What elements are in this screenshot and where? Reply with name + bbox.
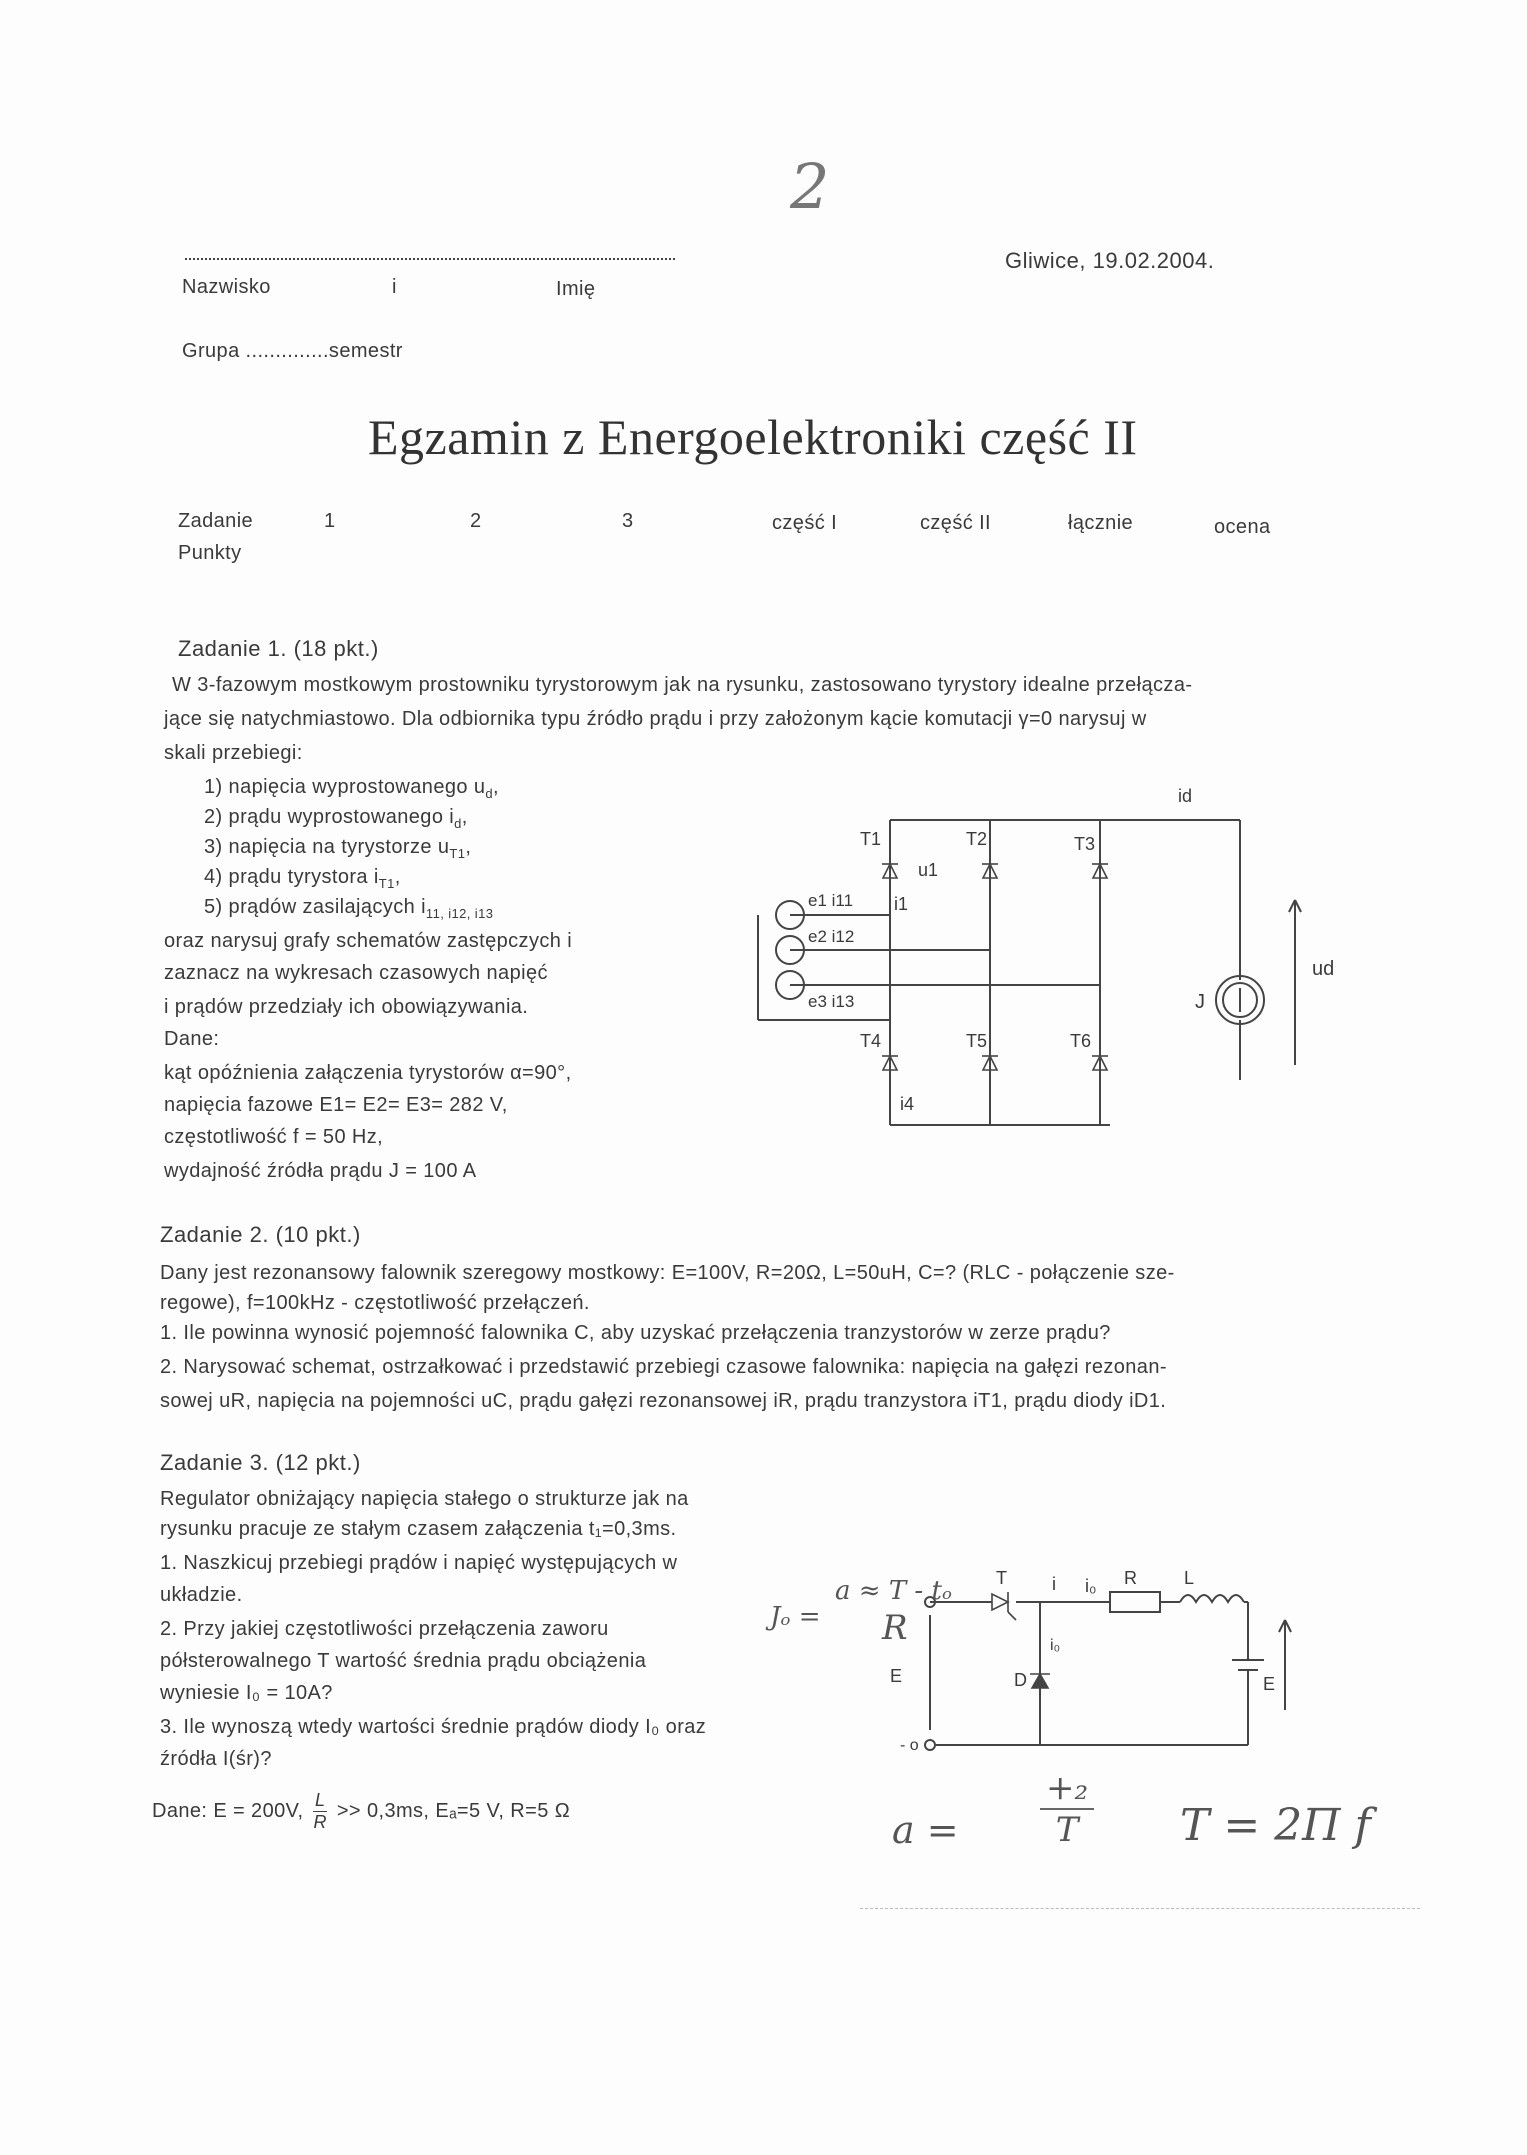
- id-label: id: [1178, 786, 1193, 806]
- task1-data-line: kąt opóźnienia załączenia tyrystorów α=90°,: [164, 1062, 572, 1084]
- task1-data-line: wydajność źródła prądu J = 100 A: [164, 1160, 477, 1182]
- task2-line-5: sowej uR, napięcia na pojemności uC, prądu gałęzi rezonansowej iR, prądu tranzystora iT1, prądu diody iD1.: [160, 1390, 1167, 1412]
- task1-item: 2) prądu wyprostowanego $i_d$,: [204, 806, 468, 831]
- handwritten-fraction: +₂ T: [1040, 1768, 1094, 1850]
- firstname-label: Imię: [556, 278, 596, 300]
- and-label: i: [392, 276, 397, 298]
- t-label: T: [996, 1568, 1007, 1588]
- thyristor-bridge-diagram: [740, 780, 1360, 1140]
- name-label: Nazwisko: [182, 276, 271, 298]
- d-label: D: [1014, 1670, 1027, 1690]
- t6-label: T6: [1070, 1031, 1092, 1051]
- score-col-grade: ocena: [1214, 516, 1271, 538]
- scan-line: [860, 1908, 1420, 1909]
- task1-data-line: częstotliwość f = 50 Hz,: [164, 1126, 384, 1148]
- t5-label: T5: [966, 1031, 988, 1051]
- task3-item: źródła I(śr)?: [160, 1748, 272, 1770]
- task1-item: 1) napięcia wyprostowanego $u_d$,: [204, 776, 499, 801]
- t1-label: T1: [860, 829, 882, 849]
- score-col-3: 3: [622, 510, 634, 532]
- t3-label: T3: [1074, 834, 1096, 854]
- ut1-label: u1: [918, 860, 939, 880]
- task3-heading: Zadanie 3. (12 pkt.): [160, 1450, 361, 1475]
- task3-item: wyniesie I₀ = 10A?: [160, 1682, 333, 1704]
- task3-item: układzie.: [160, 1584, 243, 1606]
- task1-data-label: Dane:: [164, 1028, 220, 1050]
- task2-line-1: Dany jest rezonansowy falownik szeregowy mostkowy: E=100V, R=20Ω, L=50uH, C=? (RLC - połączenie sze-: [160, 1262, 1175, 1284]
- score-col-1: 1: [324, 510, 336, 532]
- task1-heading: Zadanie 1. (18 pkt.): [178, 636, 379, 661]
- e2-label: e2 i12: [808, 927, 855, 946]
- score-col-2: 2: [470, 510, 482, 532]
- place-date: Gliwice, 19.02.2004.: [1005, 248, 1215, 273]
- score-col-total: łącznie: [1068, 512, 1134, 534]
- task1-intro-line-3: skali przebiegi:: [164, 742, 303, 764]
- task1-item: 5) prądów zasilających $i_{11, i12, i13}$: [204, 896, 494, 921]
- task3-given-data: Dane: E = 200V, $\frac{L}{R}$ >> 0,3ms, Eₐ=5 V, R=5 Ω: [152, 1790, 571, 1832]
- t4-label: T4: [860, 1031, 882, 1051]
- task1-item: 3) napięcia na tyrystorze $u_{T1}$,: [204, 836, 472, 861]
- task2-line-2: regowe), f=100kHz - częstotliwość przełączeń.: [160, 1292, 590, 1314]
- e3-label: e3 i13: [808, 992, 855, 1011]
- task2-line-4: 2. Narysować schemat, ostrzałkować i przedstawić przebiegi czasowe falownika: napięcia na gałęzi rezonan-: [160, 1356, 1167, 1378]
- e-load-label: E: [1263, 1674, 1276, 1694]
- task3-line-1: Regulator obniżający napięcia stałego o strukturze jak na: [160, 1488, 689, 1510]
- task1-data-line: napięcia fazowe E1= E2= E3= 282 V,: [164, 1094, 508, 1116]
- score-col-part1: część I: [772, 512, 838, 534]
- i4-label: i4: [900, 1094, 915, 1114]
- group-semester-line: Grupa ..............semestr: [182, 340, 403, 362]
- l-label: L: [1184, 1568, 1195, 1588]
- score-row-task-label: Zadanie: [178, 510, 254, 532]
- exam-title: Egzamin z Energoelektroniki część II: [368, 409, 1138, 465]
- handwritten-t-formula: T = 2Π f: [1180, 1800, 1371, 1851]
- it1-label: i1: [894, 894, 909, 914]
- minus-terminal: - o: [900, 1737, 919, 1754]
- name-dotted-line: [185, 258, 675, 260]
- task3-item: 3. Ile wynoszą wtedy wartości średnie prądów diody I₀ oraz: [160, 1716, 707, 1738]
- e1-label: e1 i11: [808, 891, 854, 910]
- task1-after-line-1: oraz narysuj grafy schematów zastępczych i: [164, 930, 573, 952]
- handwritten-r-mark: R: [882, 1608, 908, 1648]
- task1-after-line-3: i prądów przedziały ich obowiązywania.: [164, 996, 529, 1018]
- score-row-points-label: Punkty: [178, 542, 242, 564]
- task1-intro-line-1: W 3-fazowym mostkowym prostowniku tyrystorowym jak na rysunku, zastosowano tyrystory idealne przełącza-: [172, 674, 1193, 696]
- task2-heading: Zadanie 2. (10 pkt.): [160, 1222, 361, 1247]
- handwritten-a-equals: a =: [892, 1808, 959, 1852]
- i-label: i: [1052, 1574, 1056, 1594]
- task3-line-2: rysunku pracuje ze stałym czasem załączenia t₁=0,3ms.: [160, 1518, 677, 1540]
- j-label: J: [1195, 991, 1205, 1013]
- handwritten-page-number: 2: [790, 150, 830, 223]
- r-label: R: [1124, 1568, 1137, 1588]
- ib-label: i₀: [1050, 1637, 1061, 1654]
- e-source-label: E: [890, 1666, 903, 1686]
- task3-item: półsterowalnego T wartość średnia prądu obciążenia: [160, 1650, 647, 1672]
- ud-label-right: ud: [1312, 958, 1335, 980]
- t2-label: T2: [966, 829, 988, 849]
- task1-intro-line-2: jące się natychmiastowo. Dla odbiornika typu źródło prądu i przy założonym kącie komutacji γ=0 narysuj w: [164, 708, 1147, 730]
- task3-item: 2. Przy jakiej częstotliwości przełączenia zaworu: [160, 1618, 609, 1640]
- handwritten-jo: Jₒ =: [770, 1602, 821, 1632]
- handwritten-a-formula: a ≈ T - tₒ: [835, 1576, 952, 1606]
- score-col-part2: część II: [920, 512, 991, 534]
- task1-after-line-2: zaznacz na wykresach czasowych napięć: [164, 962, 548, 984]
- task1-item: 4) prądu tyrystora $i_{T1}$,: [204, 866, 401, 891]
- task2-line-3: 1. Ile powinna wynosić pojemność falownika C, aby uzyskać przełączenia tranzystorów w zerze prądu?: [160, 1322, 1111, 1344]
- io-label: i₀: [1085, 1576, 1097, 1596]
- task3-item: 1. Naszkicuj przebiegi prądów i napięć występujących w: [160, 1552, 678, 1574]
